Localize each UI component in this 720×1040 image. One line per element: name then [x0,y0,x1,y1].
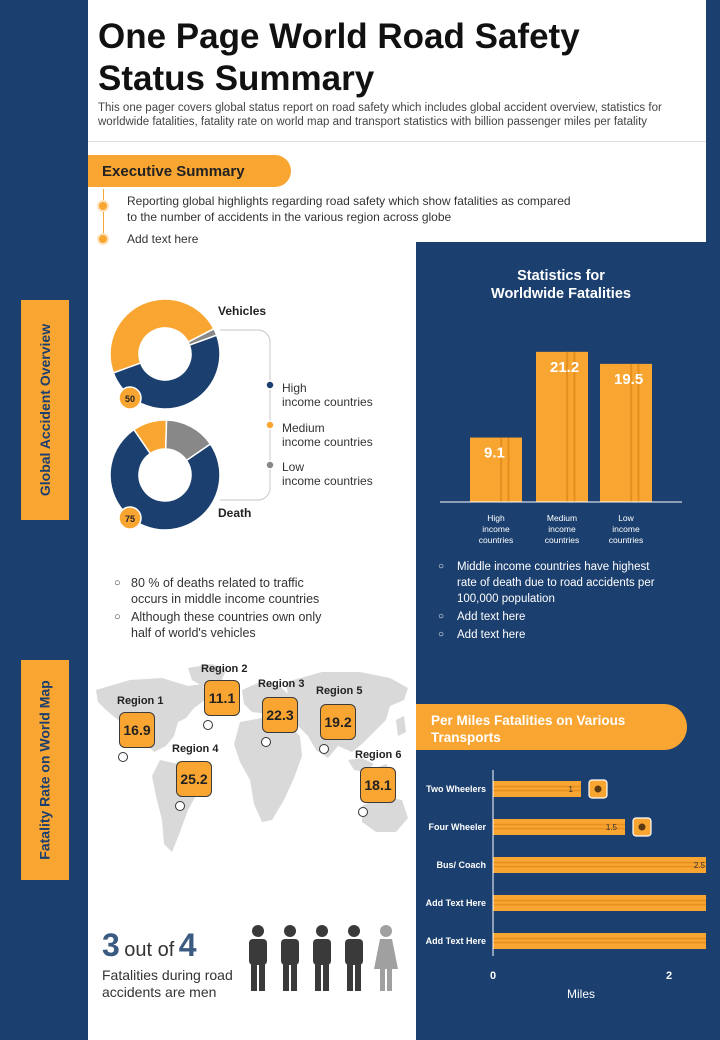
transport-bar-value: 1 [568,785,573,794]
men-caption-line-1: Fatalities during road [102,967,233,983]
donut-note-1 [114,575,404,607]
legend-high [282,381,373,409]
fatalities-title-line-2: Worldwide Fatalities [491,286,631,302]
fatalities-note-3 [438,627,700,643]
subtitle-line-1: This one pager covers global status report on road safety which includes global accident overview, statistics for [98,102,662,114]
donut-note-1-line-1: 80 % of deaths related to traffic [131,576,304,590]
death-label: Death [218,506,252,520]
fatality-category-low-line-2: income [612,524,640,534]
region-6-label: Region 6 [355,749,402,761]
transport-bar-value: 1.5 [605,823,617,832]
men-ratio [102,927,197,964]
man-icon [281,925,299,991]
region-4-value: 25.2 [176,761,212,797]
legend-medium [282,421,373,449]
transport-bar [493,857,706,873]
death-value: 75 [124,514,136,524]
woman-icon [374,925,398,991]
legend-bracket [220,330,270,500]
page-title [98,16,698,100]
donut-note-1-line-2: occurs in middle income countries [131,592,320,606]
fatalities-bar-chart [430,310,700,550]
header-divider [88,141,706,142]
region-3-value: 22.3 [262,697,298,733]
transport-category-label: Add Text Here [425,898,486,908]
note-bullet-icon: ○ [114,577,121,589]
region-6-pin [358,807,368,817]
transport-bar-stripe [493,900,706,902]
left-navy-band [0,0,88,1040]
transport-category-label: Bus/ Coach [436,860,486,870]
men-ratio-numerator: 3 [102,927,120,963]
transport-category-label: Add Text Here [425,936,486,946]
vehicles-value: 50 [124,394,136,404]
fatality-category-high-line-2: income [482,524,510,534]
global-overview-tab [21,300,69,520]
man-icon [249,925,267,991]
executive-summary-heading: Executive Summary [102,163,245,180]
fatalities-notes [438,559,700,643]
transport-bar-stripe [493,866,706,868]
region-5-value: 19.2 [320,704,356,740]
fatalities-note-2 [438,609,700,625]
fatality-bar-value-low: 19.5 [614,370,644,388]
region-5-pin [319,744,329,754]
right-navy-band [706,0,720,1040]
donut-note-2-line-1: Although these countries own only [131,610,322,624]
note-bullet-icon: ○ [438,611,445,622]
transport-bar-stripe [493,942,706,944]
donut-notes [114,575,404,641]
fatality-category-high-line-3: countries [478,535,514,545]
summary-bullet-2: Add text here [127,232,199,246]
page-subtitle [98,101,708,129]
transport-heading-line-1: Per Miles Fatalities on Various [431,713,626,728]
subtitle-line-2: worldwide fatalities, fatality rate on world map and transport statistics with billion passenger miles per fatality [98,116,648,128]
region-5-label: Region 5 [316,685,363,697]
man-icon [345,925,363,991]
men-ratio-out-of: out of [124,939,175,961]
vehicles-label: Vehicles [218,304,267,318]
note-bullet-icon: ○ [438,561,445,572]
men-caption-line-2: accidents are men [102,984,217,1000]
summary-bullet-1-line-1: Reporting global highlights regarding road safety which show fatalities as compared [127,194,571,208]
title-line-2: Status Summary [98,59,375,98]
fatalities-note-1-line-2: rate of death due to road accidents per [457,577,655,589]
men-ratio-denominator: 4 [178,927,197,963]
region-4-label: Region 4 [172,743,219,755]
fatality-bar-value-high: 9.1 [484,444,505,462]
legend-dot-high [266,381,274,389]
man-icon [313,925,331,991]
men-ratio-caption [102,967,233,1001]
fatalities-note-1-line-3: 100,000 population [457,593,555,605]
motorbike-icon-glyph [595,786,602,793]
fatality-category-medium-line-3: countries [544,535,580,545]
summary-bullet-dot-1 [99,202,107,210]
transport-bar-stripe [493,862,706,864]
fatalities-note-1-line-1: Middle income countries have highest [457,561,650,573]
fatality-category-medium-line-2: income [548,524,576,534]
legend-high-line-2: income countries [282,395,373,409]
transport-bar [493,895,706,911]
fatality-category-low-line-3: countries [608,535,644,545]
legend-dot-medium [266,421,274,429]
global-overview-tab-label: Global Accident Overview [37,323,53,497]
legend-high-line-1: High [282,381,307,395]
donut-note-2-line-2: half of world's vehicles [131,626,256,640]
fatalities-chart-title [416,267,706,303]
donut-charts [100,290,400,540]
fatalities-note-2-line-1: Add text here [457,611,526,623]
region-2-pin [203,720,213,730]
transport-bar [493,933,706,949]
region-4-pin [175,801,185,811]
note-bullet-icon: ○ [114,611,121,623]
fatalities-note-1 [438,559,700,607]
legend-medium-line-1: Medium [282,421,325,435]
region-2-value: 11.1 [204,680,240,716]
region-6-value: 18.1 [360,767,396,803]
region-3-pin [261,737,271,747]
transport-heading-line-2: Transports [431,730,501,745]
summary-timeline-line [103,189,104,239]
region-3-label: Region 3 [258,678,305,690]
fatality-category-high-line-1: High [487,513,505,523]
people-icons [240,925,410,995]
legend-low [282,460,373,488]
transport-bar-stripe [493,904,706,906]
legend-medium-line-2: income countries [282,435,373,449]
transport-x-tick: 0 [489,970,497,982]
donut-note-2 [114,609,404,641]
legend-dot-low [266,461,274,469]
note-bullet-icon: ○ [438,629,445,640]
fatality-category-medium-line-1: Medium [546,513,578,523]
transport-x-tick: 2 [665,970,673,982]
transport-bar-chart [416,770,706,1010]
fatalities-note-3-line-1: Add text here [457,629,526,641]
summary-bullet-1 [127,193,627,225]
fatality-bar-value-medium: 21.2 [550,358,580,376]
region-1-label: Region 1 [117,695,164,707]
transport-category-label: Four Wheeler [428,822,486,832]
region-2-label: Region 2 [201,663,248,675]
fatality-bar-stripe [507,438,509,502]
title-line-1: One Page World Road Safety [98,17,580,56]
transport-bar-value: 2.5 [693,861,705,870]
fatality-map-tab [21,660,69,880]
car-icon-glyph [639,824,646,831]
region-1-value: 16.9 [119,712,155,748]
transport-heading [431,712,625,746]
legend-low-line-2: income countries [282,474,373,488]
legend-low-line-1: Low [282,460,305,474]
transport-category-label: Two Wheelers [426,784,486,794]
fatalities-title-line-1: Statistics for [517,268,605,284]
fatality-category-low-line-1: Low [618,513,634,523]
summary-bullet-1-line-2: to the number of accidents in the various region across globe [127,210,452,224]
region-1-pin [118,752,128,762]
fatality-map-tab-label: Fatality Rate on World Map [37,680,53,860]
transport-bar-stripe [493,938,706,940]
transport-x-axis-label: Miles [566,987,596,1001]
summary-bullet-dot-2 [99,235,107,243]
